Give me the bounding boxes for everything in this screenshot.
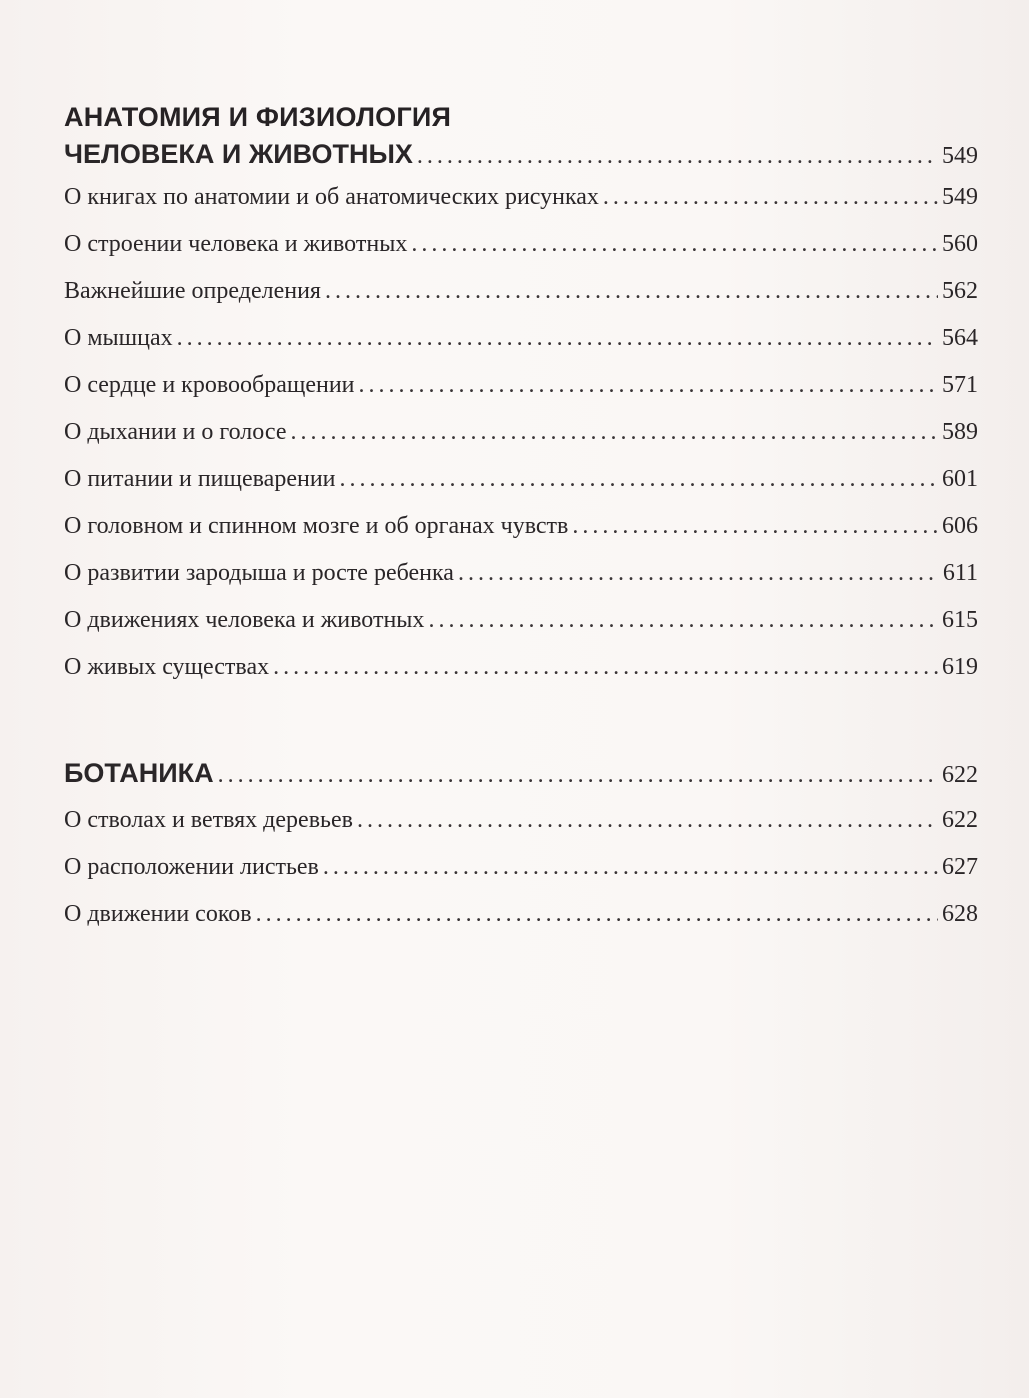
page-number: 628 — [942, 901, 978, 927]
page-number: 606 — [942, 513, 978, 539]
page-number: 622 — [942, 762, 978, 788]
dot-leader — [218, 751, 938, 799]
toc-entry[interactable] — [64, 797, 978, 844]
entry-title: О дыхании и о голосе — [64, 419, 287, 445]
page-number: 615 — [942, 607, 978, 633]
toc-entry[interactable] — [64, 221, 978, 268]
entry-title: О движении соков — [64, 901, 252, 927]
toc-entry[interactable] — [64, 362, 978, 409]
section-heading-row[interactable] — [64, 134, 978, 174]
dot-leader — [323, 844, 938, 891]
section-heading-line2: ЧЕЛОВЕКА И ЖИВОТНЫХ — [64, 139, 413, 169]
toc-entry[interactable] — [64, 409, 978, 456]
toc-entry[interactable] — [64, 891, 978, 938]
toc-section-anatomy — [64, 100, 978, 691]
dot-leader — [417, 136, 938, 176]
entry-title: О живых существах — [64, 654, 270, 680]
page-number: 564 — [942, 325, 978, 351]
page-number: 562 — [942, 278, 978, 304]
dot-leader — [290, 409, 938, 456]
dot-leader — [572, 503, 938, 550]
toc-entry[interactable] — [64, 597, 978, 644]
entry-title: О сердце и кровообращении — [64, 372, 355, 398]
dot-leader — [411, 221, 938, 268]
entry-title: О питании и пищеварении — [64, 466, 336, 492]
toc-entry[interactable] — [64, 503, 978, 550]
entry-title: О мышцах — [64, 325, 173, 351]
entry-title: О строении человека и животных — [64, 231, 408, 257]
page-number: 549 — [942, 143, 978, 169]
section-spacer — [64, 691, 978, 749]
entry-title: О головном и спинном мозге и об органах чувств — [64, 513, 569, 539]
toc-entry[interactable] — [64, 644, 978, 691]
entry-title: О развитии зародыша и росте ребенка — [64, 560, 454, 586]
toc-entry[interactable] — [64, 550, 978, 597]
dot-leader — [273, 644, 938, 691]
toc-entry[interactable] — [64, 456, 978, 503]
page-number: 589 — [942, 419, 978, 445]
entry-title: О расположении листьев — [64, 854, 319, 880]
toc-entry[interactable] — [64, 174, 978, 221]
section-heading: БОТАНИКА — [64, 758, 214, 788]
table-of-contents — [64, 100, 978, 938]
dot-leader — [177, 315, 938, 362]
entry-title: О стволах и ветвях деревьев — [64, 807, 353, 833]
entry-title: Важнейшие определения — [64, 278, 321, 304]
page-number: 622 — [942, 807, 978, 833]
entry-title: О движениях человека и животных — [64, 607, 425, 633]
dot-leader — [428, 597, 938, 644]
dot-leader — [603, 174, 938, 221]
page-number: 571 — [942, 372, 978, 398]
toc-section-botany — [64, 749, 978, 938]
page-number: 601 — [942, 466, 978, 492]
dot-leader — [357, 797, 938, 844]
toc-entry[interactable] — [64, 268, 978, 315]
page-number: 611 — [942, 560, 978, 586]
page-number: 549 — [942, 184, 978, 210]
section-heading-line1: АНАТОМИЯ И ФИЗИОЛОГИЯ — [64, 102, 452, 132]
section-heading-row[interactable] — [64, 749, 978, 797]
dot-leader — [359, 362, 938, 409]
page-number: 560 — [942, 231, 978, 257]
entry-title: О книгах по анатомии и об анатомических рисунках — [64, 184, 599, 210]
page-number: 627 — [942, 854, 978, 880]
dot-leader — [325, 268, 938, 315]
dot-leader — [256, 891, 938, 938]
toc-entry[interactable] — [64, 315, 978, 362]
toc-entry[interactable] — [64, 844, 978, 891]
page-number: 619 — [942, 654, 978, 680]
dot-leader — [340, 456, 939, 503]
dot-leader — [458, 550, 939, 597]
